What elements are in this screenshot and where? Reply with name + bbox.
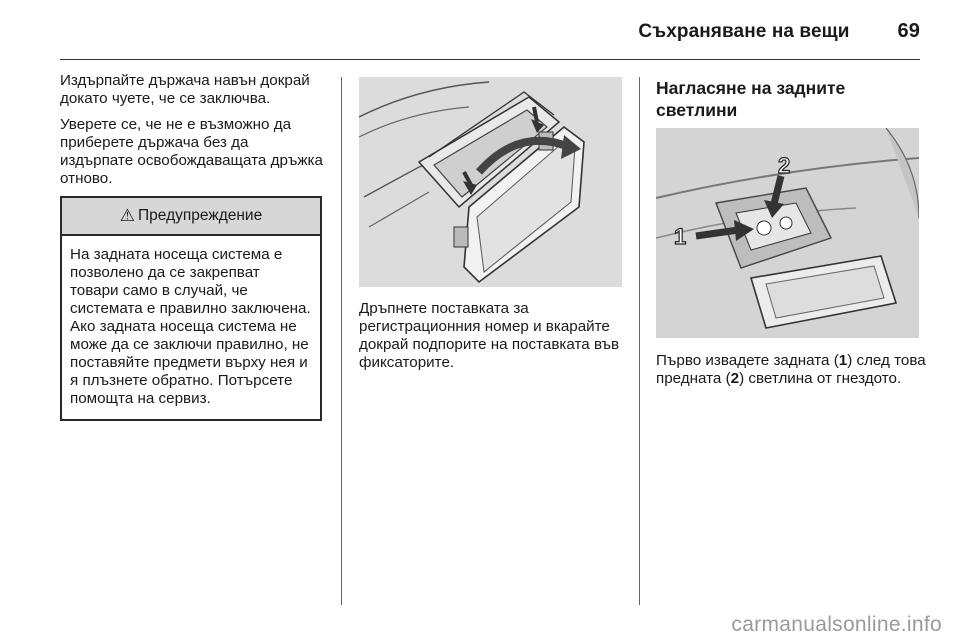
warning-title: Предупреждение [138, 207, 263, 224]
header-rule [60, 59, 920, 60]
section-title-rear-lights: Нагласяне на задните светлини [656, 78, 846, 120]
figure-caption-plate-holder: Дръпнете поставката за регистрационния номер и вкарайте докрай подпорите на поставката във фиксаторите. [359, 300, 620, 371]
column-divider-2 [639, 77, 640, 605]
column-3 [656, 77, 921, 121]
caption-text-3: ) светлина от гнездото. [739, 370, 902, 387]
figure-rear-lights [656, 128, 919, 338]
warning-header [62, 198, 320, 236]
column-divider-1 [341, 77, 342, 605]
caption-ref-1: 1 [838, 352, 848, 369]
caption-ref-2: 2 [730, 370, 740, 387]
warning-body: На задната носеща система е позволено да се закрепват товари само в случай, че системата е правилно заключена. Ако задната носеща система не може да се заключи правилно, не поставяйте предмети върху нея и я плъзнете обратно. Потърсете помощта на сервиз. [70, 246, 311, 407]
warning-triangle-icon: ⚠ [119, 206, 136, 225]
license-plate-holder-illustration [359, 77, 622, 287]
page-number: 69 [897, 20, 920, 42]
column-1 [60, 72, 325, 421]
svg-text:2: 2 [778, 153, 791, 178]
rear-lights-illustration [656, 128, 919, 338]
figure-license-plate-holder [359, 77, 622, 287]
page-header [638, 20, 920, 43]
paragraph-pull-holder: Издърпайте държача навън докрай докато чуете, че се заключва. [60, 72, 310, 107]
caption-text-1: Първо извадете задната ( [656, 352, 839, 369]
caption-text-2: ) след това предната ( [656, 352, 926, 387]
warning-box [60, 196, 322, 421]
watermark: carmanualsonline.info [731, 613, 942, 636]
svg-text:1: 1 [674, 224, 687, 249]
header-title: Съхраняване на вещи [638, 21, 850, 42]
paragraph-ensure-locked: Уверете се, че не е възможно да приберете държача без да издърпате освобождаващата дръжка отново. [60, 116, 323, 187]
figure-caption-rear-lights [656, 352, 926, 388]
